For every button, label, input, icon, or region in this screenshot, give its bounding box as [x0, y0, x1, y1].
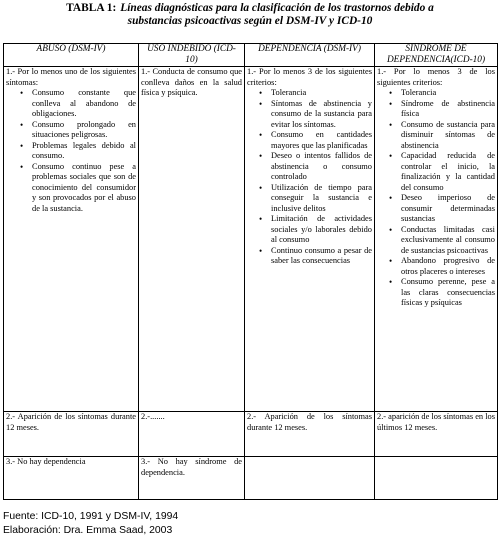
title-line-2: substancias psicoactivas según el DSM-IV y ICD-10: [127, 15, 373, 27]
cell-sindrome-criteria: [375, 67, 498, 412]
criteria-list: [377, 88, 495, 309]
author-note: Elaboración: Dra. Emma Saad, 2003: [3, 525, 173, 536]
cell-uso-exclusion: 3.- No hay síndrome de dependencia.: [139, 457, 245, 500]
cell-sindrome-exclusion: [375, 457, 498, 500]
diagnostic-table: [3, 43, 498, 500]
criteria-list: [6, 88, 136, 214]
table-title: [0, 2, 500, 28]
criteria-intro: 1.- Conducta de consumo que conlleva daños en la salud física y psíquica.: [141, 67, 242, 97]
criteria-item: • Consumo prolongado en situaciones peligrosas.: [20, 120, 136, 141]
criteria-item: • Abandono progresivo de otros placeres o intereses: [389, 256, 495, 277]
header-sindrome: SÍNDROME DE DEPENDENCIA(ICD-10): [375, 44, 498, 67]
title-line-1: Líneas diagnósticas para la clasificación de los trastornos debido a: [120, 2, 434, 14]
header-uso-indebido: USO INDEBIDO (ICD-10): [139, 44, 245, 67]
criteria-item: • Problemas legales debido al consumo.: [20, 141, 136, 162]
criteria-item: • Conductas limitadas casi exclusivamente al consumo de sustancias psicoactivas: [389, 225, 495, 257]
criteria-intro: 1.- Por lo menos uno de los siguientes síntomas:: [6, 67, 136, 87]
criteria-item: • Tolerancia: [259, 88, 372, 99]
cell-uso-duration: 2.-.......: [139, 412, 245, 457]
header-dependencia: DEPENDENCIA (DSM-IV): [245, 44, 375, 67]
source-note: Fuente: ICD-10, 1991 y DSM-IV, 1994: [3, 511, 179, 522]
header-row: [4, 44, 498, 67]
criteria-item: • Consumo perenne, pese a las claras consecuencias físicas y psíquicas: [389, 277, 495, 309]
criteria-item: • Consumo en cantidades mayores que las planificadas: [259, 130, 372, 151]
criteria-item: • Capacidad reducida de controlar el inicio, la finalización y la cantidad del consumo: [389, 151, 495, 193]
criteria-item: • Consumo de sustancia para disminuir síntomas de abstinencia: [389, 120, 495, 152]
criteria-item: • Consumo continuo pese a problemas sociales que son de conocimiento del consumidor y son provocados por el abuso de la sustancia.: [20, 162, 136, 215]
criteria-item: • Consumo constante que conlleva al abandono de obligaciones.: [20, 88, 136, 120]
criteria-intro: 1.- Por lo menos 3 de los siguientes criterios:: [247, 67, 372, 87]
criteria-row-2: [4, 412, 498, 457]
criteria-list: [247, 88, 372, 267]
cell-abuso-criteria: [4, 67, 139, 412]
cell-abuso-duration: 2.- Aparición de los síntomas durante 12 meses.: [4, 412, 139, 457]
table-label: TABLA 1:: [66, 2, 117, 14]
criteria-item: • Deseo o intentos fallidos de abstinencia o consumo controlado: [259, 151, 372, 183]
cell-sindrome-duration: 2.- aparición de los síntomas en los últimos 12 meses.: [375, 412, 498, 457]
header-abuso: ABUSO (DSM-IV): [4, 44, 139, 67]
criteria-intro: 1.- Por lo menos 3 de los siguientes criterios:: [377, 67, 495, 87]
criteria-row-1: [4, 67, 498, 412]
cell-dependencia-duration: 2.- Aparición de los síntomas durante 12 meses.: [245, 412, 375, 457]
cell-dependencia-criteria: [245, 67, 375, 412]
criteria-row-3: [4, 457, 498, 500]
cell-uso-criteria: [139, 67, 245, 412]
criteria-item: • Síntomas de abstinencia y consumo de la sustancia para evitar los síntomas.: [259, 99, 372, 131]
criteria-item: • Continuo consumo a pesar de saber las consecuencias: [259, 246, 372, 267]
criteria-item: • Síndrome de abstinencia física: [389, 99, 495, 120]
footer: [3, 510, 178, 538]
criteria-item: • Limitación de actividades sociales y/o laborales debido al consumo: [259, 214, 372, 246]
criteria-item: • Deseo imperioso de consumir determinadas sustancias: [389, 193, 495, 225]
criteria-item: • Utilización de tiempo para conseguir la sustancia e inclusive delitos: [259, 183, 372, 215]
cell-abuso-exclusion: 3.- No hay dependencia: [4, 457, 139, 500]
cell-dependencia-exclusion: [245, 457, 375, 500]
criteria-item: • Tolerancia: [389, 88, 495, 99]
